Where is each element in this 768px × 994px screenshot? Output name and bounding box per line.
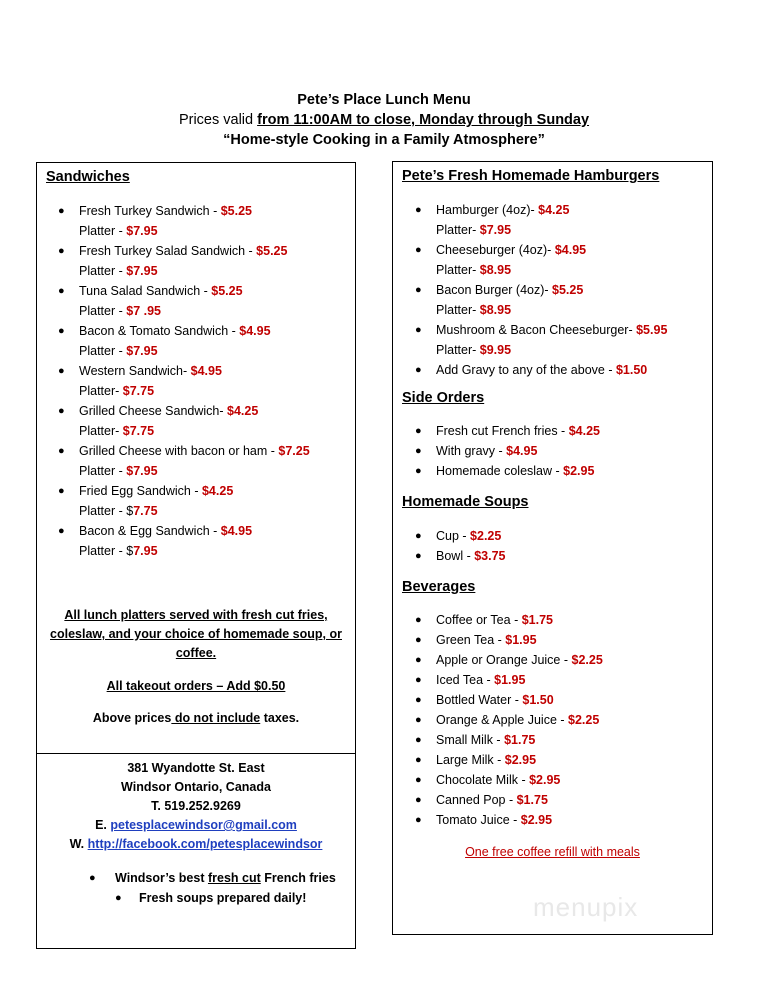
menu-item: ● Chocolate Milk - $2.95 [436,770,706,790]
features-list [37,868,355,908]
address-block [37,759,355,854]
contact-section [36,753,356,949]
email-link[interactable]: petesplacewindsor@gmail.com [110,818,297,832]
menu-item: ● Grilled Cheese with bacon or ham - $7.25 Platter - $7.95 [79,441,349,481]
bullet-icon: ● [58,445,65,457]
bullet-icon: ● [415,244,422,256]
menu-item: ● Cheeseburger (4oz)- $4.95 Platter- $8.95 [436,240,706,280]
menupix-watermark: menupix [533,892,639,922]
menu-title: Pete’s Place Lunch Menu [297,92,471,108]
menu-item: ● Fresh cut French fries - $4.25 [436,421,706,441]
side-orders-title: Side Orders [402,390,485,406]
hamburgers-list [415,200,706,380]
menu-item: ● Green Tea - $1.95 [436,630,706,650]
bullet-icon: ● [415,530,422,542]
menu-item: ● Fresh Turkey Salad Sandwich - $5.25 Platter - $7.95 [79,241,349,281]
bullet-icon: ● [58,245,65,257]
bullet-icon: ● [415,654,422,666]
menu-item: ● Homemade coleslaw - $2.95 [436,461,706,481]
menu-item: ● Bacon Burger (4oz)- $5.25 Platter- $8.95 [436,280,706,320]
bullet-icon: ● [415,284,422,296]
bullet-icon: ● [415,754,422,766]
menu-item: ● Coffee or Tea - $1.75 [436,610,706,630]
prices-valid-hours: from 11:00AM to close, Monday through Sunday [257,112,590,128]
menu-item: ● Fried Egg Sandwich - $4.25 Platter - $7.75 [79,481,349,521]
feature-item: ● Fresh soups prepared daily! [37,888,355,908]
menu-item: ● Mushroom & Bacon Cheeseburger- $5.95 Platter- $9.95 [436,320,706,360]
menu-item: ● Orange & Apple Juice - $2.25 [436,710,706,730]
sandwiches-title: Sandwiches [46,169,130,185]
bullet-icon: ● [58,485,65,497]
bullet-icon: ● [415,204,422,216]
soups-title: Homemade Soups [402,494,529,510]
bullet-icon: ● [415,674,422,686]
coffee-refill-note: One free coffee refill with meals [465,845,640,859]
menu-item: ● Large Milk - $2.95 [436,750,706,770]
menu-item: ● Bacon & Tomato Sandwich - $4.95 Platter - $7.95 [79,321,349,361]
menu-item: ● Tuna Salad Sandwich - $5.25 Platter - $7 .95 [79,281,349,321]
taxes-note: Above prices do not include taxes. [92,711,300,725]
menu-item: ● Bowl - $3.75 [436,546,706,566]
bullet-icon: ● [415,324,422,336]
menu-item: ● Iced Tea - $1.95 [436,670,706,690]
menu-header [0,90,768,150]
bullet-icon: ● [58,405,65,417]
takeout-note: All takeout orders – Add $0.50 [106,679,286,693]
bullet-icon: ● [415,634,422,646]
menu-item: ● Hamburger (4oz)- $4.25 Platter- $7.95 [436,200,706,240]
menu-item: ● Tomato Juice - $2.95 [436,810,706,830]
menu-item: ● Bacon & Egg Sandwich - $4.95 Platter - $7.95 [79,521,349,561]
bullet-icon: ● [415,714,422,726]
menu-item: ● Small Milk - $1.75 [436,730,706,750]
web-line: W. http://facebook.com/petesplacewindsor [69,837,323,851]
hamburgers-title: Pete’s Fresh Homemade Hamburgers [402,168,660,184]
bullet-icon: ● [415,364,422,376]
menu-item: ● Add Gravy to any of the above - $1.50 [436,360,706,380]
bullet-icon: ● [415,614,422,626]
bullet-icon: ● [415,425,422,437]
bullet-icon: ● [415,694,422,706]
bullet-icon: ● [415,465,422,477]
bullet-icon: ● [415,794,422,806]
menu-item: ● Fresh Turkey Sandwich - $5.25 Platter - $7.95 [79,201,349,241]
bullet-icon: ● [415,550,422,562]
menu-item: ● With gravy - $4.95 [436,441,706,461]
menu-tagline: “Home-style Cooking in a Family Atmosphere” [223,132,545,148]
menu-item: ● Grilled Cheese Sandwich- $4.25 Platter- $7.75 [79,401,349,441]
bullet-icon: ● [415,445,422,457]
bullet-icon: ● [58,325,65,337]
platters-note: All lunch platters served with fresh cut fries, coleslaw, and your choice of homemade soup, or coffee. [50,608,342,660]
email-line: E. petesplacewindsor@gmail.com [95,818,297,832]
soups-list [415,526,706,566]
feature-item: ● Windsor’s best fresh cut French fries [37,868,355,888]
facebook-link[interactable]: http://facebook.com/petesplacewindsor [87,837,323,851]
beverages-list [415,610,706,830]
bullet-icon: ● [415,814,422,826]
prices-valid-line [0,110,768,130]
side-orders-list [415,421,706,481]
sandwiches-section [36,162,356,754]
bullet-icon: ● [58,285,65,297]
bullet-icon: ● [58,205,65,217]
bullet-icon: ● [415,734,422,746]
beverages-title: Beverages [402,579,476,595]
bullet-icon: ● [58,365,65,377]
menu-item: ● Bottled Water - $1.50 [436,690,706,710]
phone-number: T. 519.252.9269 [151,799,241,813]
bullet-icon: ● [89,872,96,884]
bullet-icon: ● [58,525,65,537]
right-column [392,161,713,935]
bullet-icon: ● [115,892,122,904]
bullet-icon: ● [415,774,422,786]
menu-item: ● Canned Pop - $1.75 [436,790,706,810]
sandwiches-list [58,201,349,561]
city-address: Windsor Ontario, Canada [121,780,271,794]
menu-item: ● Cup - $2.25 [436,526,706,546]
menu-item: ● Western Sandwich- $4.95 Platter- $7.75 [79,361,349,401]
prices-valid-prefix: Prices valid [178,112,258,128]
street-address: 381 Wyandotte St. East [127,761,265,775]
menu-item: ● Apple or Orange Juice - $2.25 [436,650,706,670]
